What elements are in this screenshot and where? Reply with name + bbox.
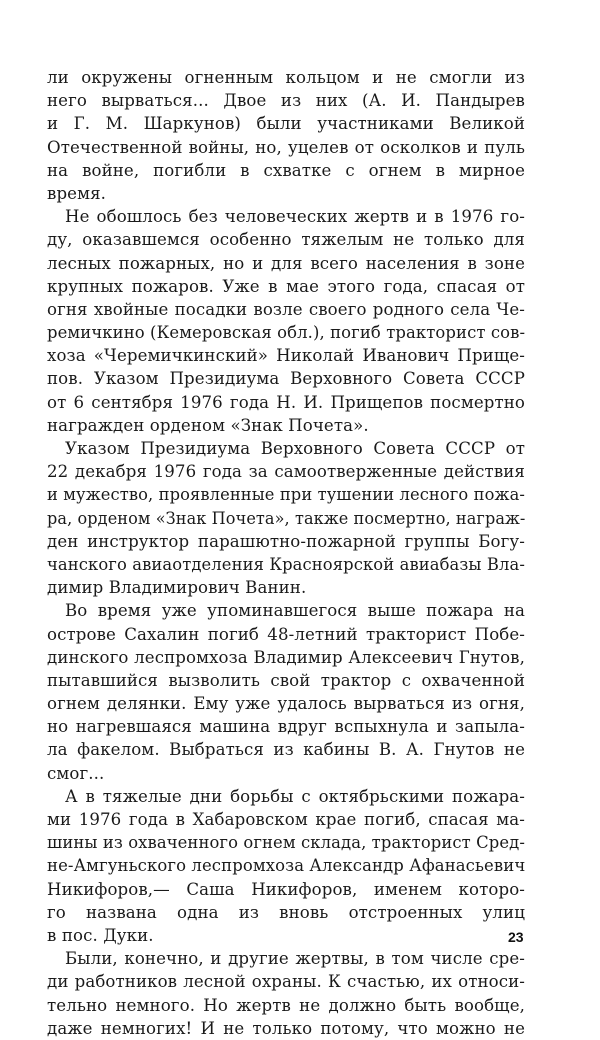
text-line: А в тяжелые дни борьбы с октябрьскими пожара-: [65, 786, 525, 806]
text-line: ми 1976 года в Хабаровском крае погиб, спасая ма-: [47, 810, 525, 829]
text-line: го названа одна из вновь отстроенных улиц: [47, 902, 525, 922]
paragraph-3: [47, 437, 525, 599]
paragraph-4: [47, 599, 525, 785]
text-line: даже немногих! И не только потому, что можно не: [47, 1018, 525, 1038]
text-line: тельно немного. Но жертв не должно быть вообще,: [47, 995, 525, 1015]
text-line: хоза «Черемичкинский» Николай Иванович Прище-: [47, 346, 525, 366]
text-line: пов. Указом Президиума Верховного Совета СССР: [47, 369, 525, 389]
text-line: него вырваться... Двое из них (А. И. Пандырев: [47, 91, 525, 111]
text-line: Не обошлось без человеческих жертв и в 1976 го-: [65, 207, 525, 227]
text-line: димир Владимирович Ванин.: [47, 578, 307, 598]
paragraph-2: [47, 205, 525, 437]
text-line: ра, орденом «Знак Почета», также посмертно, награж-: [47, 508, 526, 528]
text-line: от 6 сентября 1976 года Н. И. Прищепов посмертно: [47, 392, 525, 412]
text-line: пытавшийся вызволить свой трактор с охваченной: [47, 670, 525, 690]
text-line: острове Сахалин погиб 48-летний тракторист Побе-: [47, 624, 525, 644]
text-line: Указом Президиума Верховного Совета СССР от: [65, 439, 525, 458]
text-line: огнем делянки. Ему уже удалось вырваться из огня,: [47, 694, 525, 714]
paragraph-6: [47, 947, 525, 1040]
text-line: чанского авиаотделения Красноярской авиабазы Вла-: [47, 554, 525, 574]
text-line: динского леспромхоза Владимир Алексеевич Гнутов,: [47, 647, 525, 667]
text-line: но нагревшаяся машина вдруг вспыхнула и запыла-: [47, 717, 525, 737]
text-line: крупных пожаров. Уже в мае этого года, спасая от: [47, 276, 525, 296]
text-line: ду, оказавшемся особенно тяжелым не только для: [47, 230, 525, 250]
paragraph-1: [47, 66, 525, 205]
book-page-text: [47, 66, 525, 1040]
text-line: Отечественной войны, но, уцелев от осколков и пуль: [47, 137, 525, 157]
text-line: время.: [47, 183, 107, 203]
text-line: ли окружены огненным кольцом и не смогли из: [47, 68, 525, 87]
text-line: ла факелом. Выбраться из кабины В. А. Гнутов не: [47, 740, 525, 760]
text-line: ди работников лесной охраны. К счастью, их относи-: [47, 972, 525, 992]
text-line: ремичкино (Кемеровская обл.), погиб тракторист сов-: [47, 323, 526, 343]
page-number: 23: [508, 929, 524, 945]
text-line: Во время уже упоминавшегося выше пожара на: [65, 601, 525, 621]
text-line: награжден орденом «Знак Почета».: [47, 415, 369, 435]
text-line: Были, конечно, и другие жертвы, в том числе сре-: [65, 949, 525, 969]
text-line: и Г. М. Шаркунов) были участниками Великой: [47, 114, 525, 134]
text-line: и мужество, проявленные при тушении лесного пожа-: [47, 485, 525, 505]
text-line: смог...: [47, 763, 105, 783]
text-line: ден инструктор парашютно-пожарной группы Богу-: [47, 531, 525, 551]
text-line: лесных пожарных, но и для всего населения в зоне: [47, 253, 525, 273]
text-line: не-Амгуньского леспромхоза Александр Афанасьевич: [47, 856, 526, 876]
text-line: 22 декабря 1976 года за самоотверженные действия: [47, 462, 525, 482]
paragraph-5: [47, 785, 525, 947]
text-line: Никифоров,— Саша Никифоров, именем которо-: [47, 879, 525, 899]
text-line: на войне, погибли в схватке с огнем в мирное: [47, 160, 525, 180]
text-line: огня хвойные посадки возле своего родного села Че-: [47, 299, 525, 319]
text-line: в пос. Дуки.: [47, 925, 154, 945]
text-line: шины из охваченного огнем склада, тракторист Сред-: [47, 833, 525, 853]
